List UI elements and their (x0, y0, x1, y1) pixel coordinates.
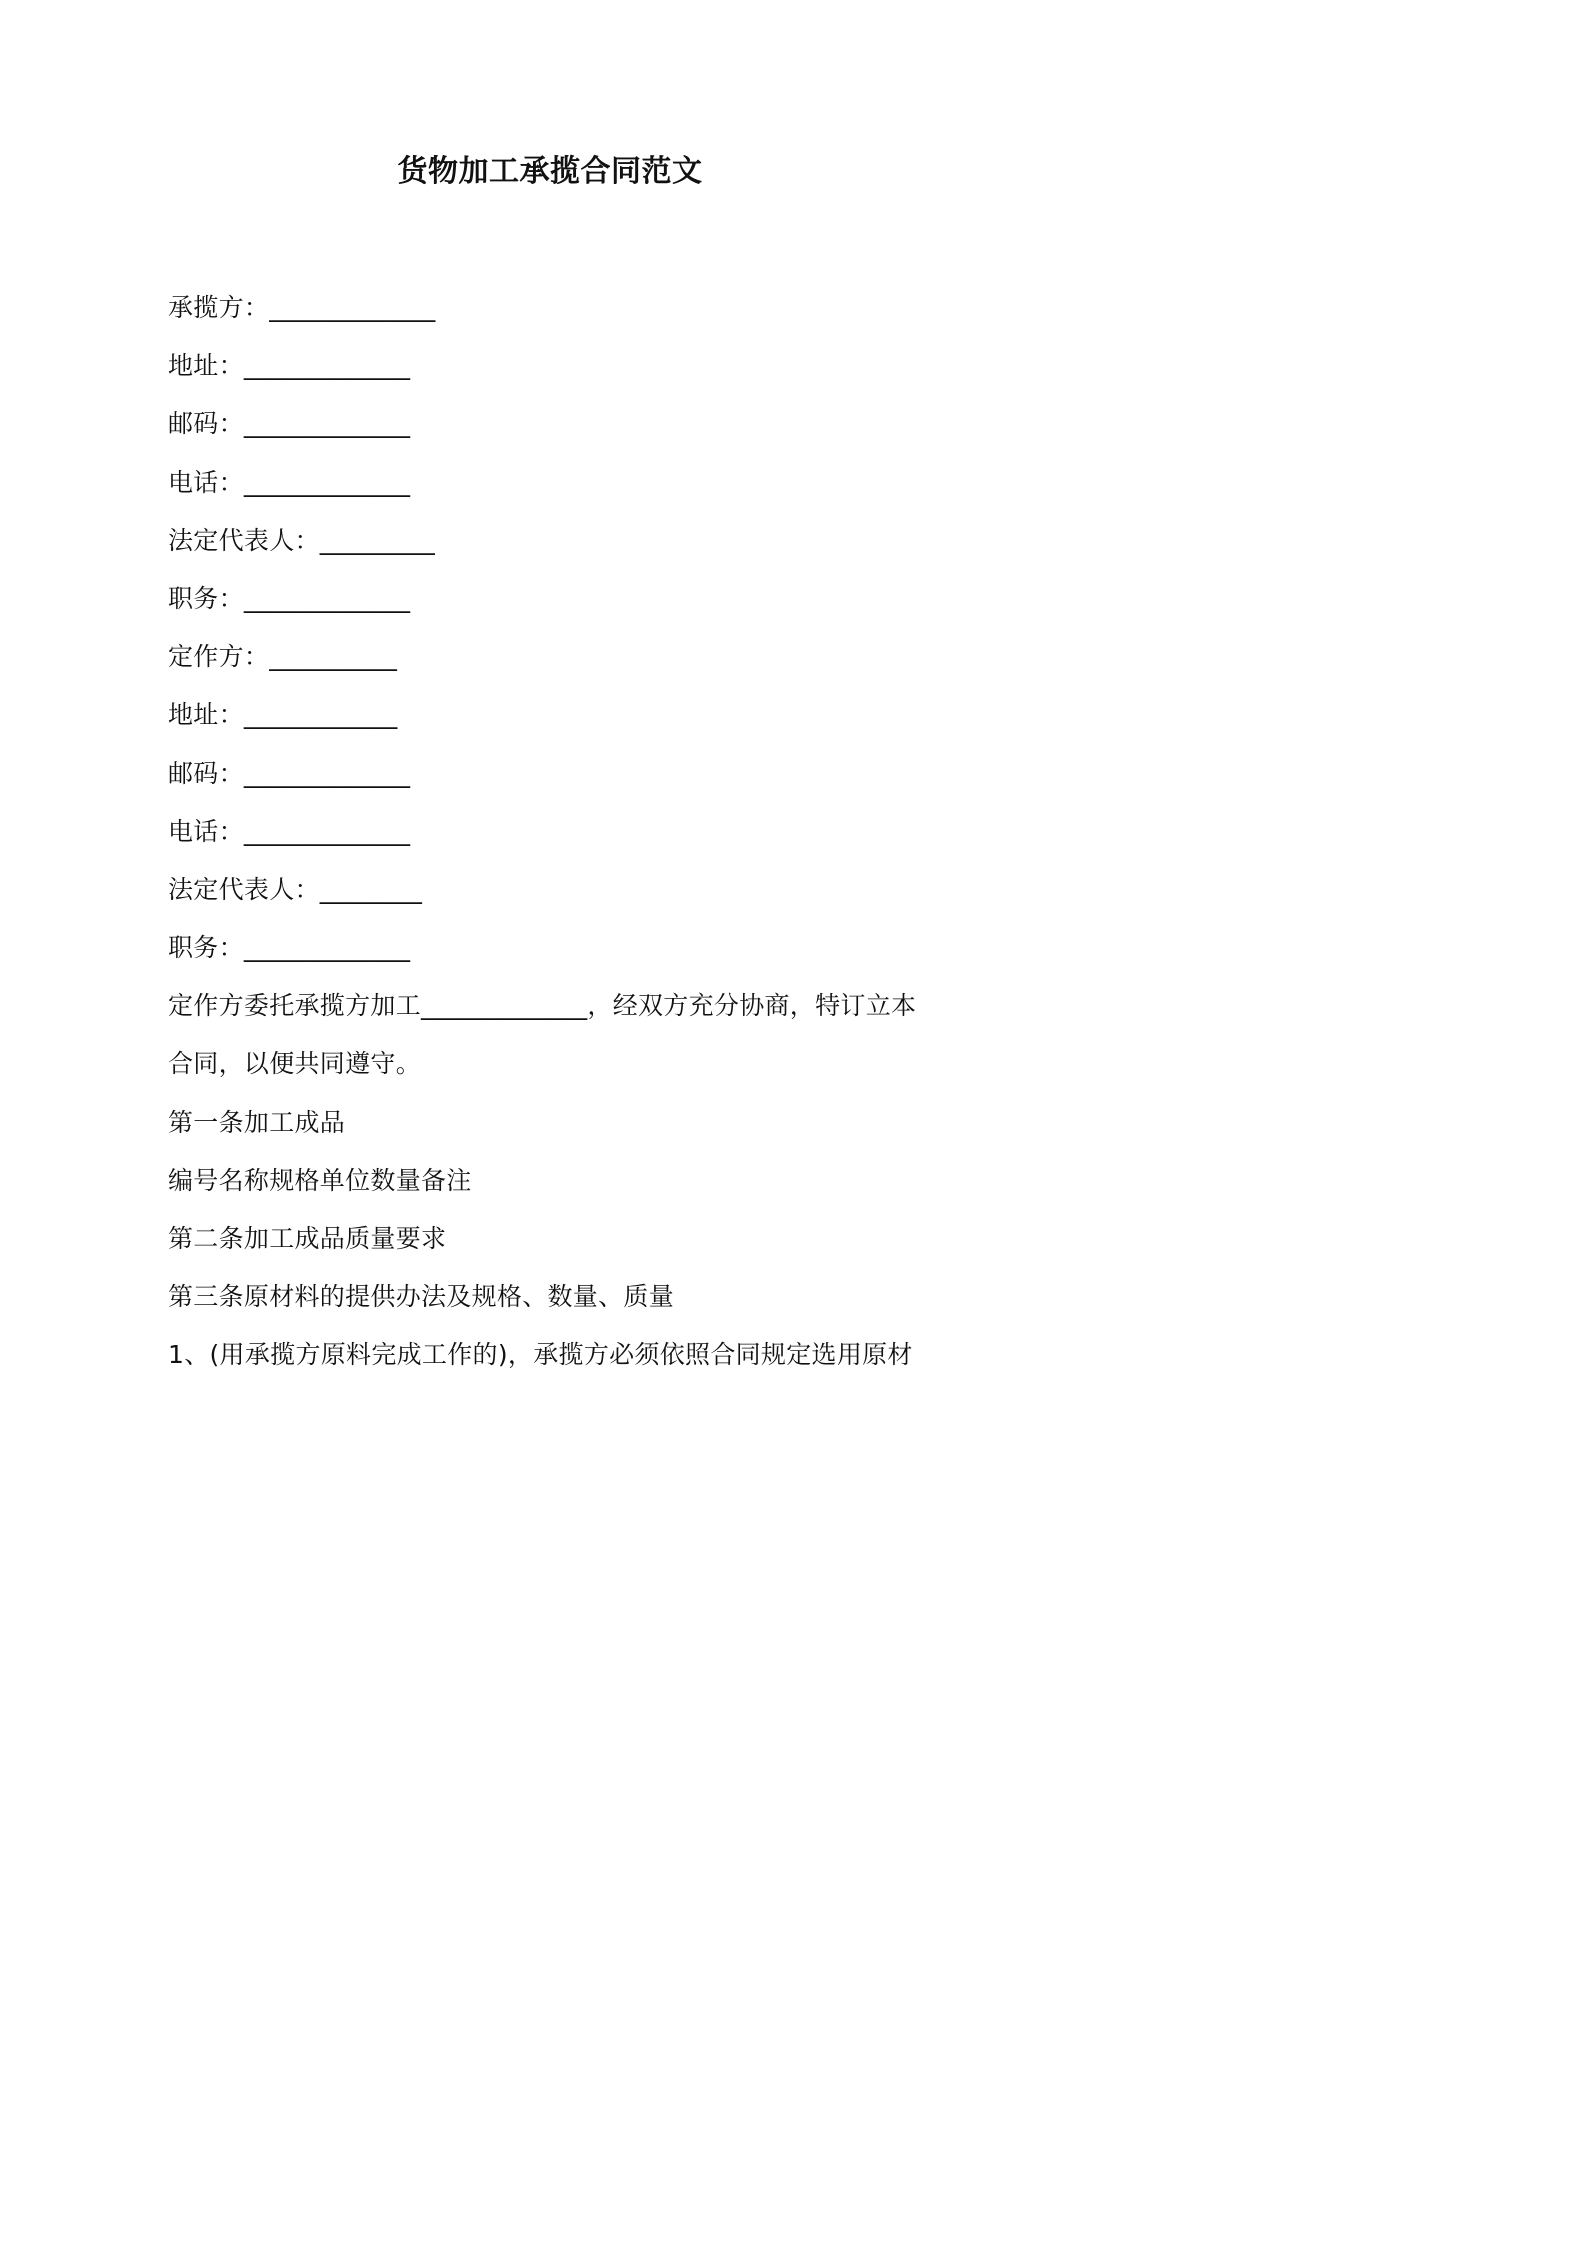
document-page (0, 0, 1100, 1556)
article-3-clause-1: 1、(用承揽方原料完成工作的)，承揽方必须依照合同规定选用原材 (168, 1340, 913, 1370)
client-legal-rep-line: 法定代表人：________ (168, 874, 423, 904)
client-address-line: 地址：____________ (168, 700, 398, 730)
document-title: 货物加工承揽合同范文 (397, 154, 703, 189)
contractor-address-line: 地址：_____________ (168, 351, 411, 381)
client-position-line: 职务：_____________ (168, 933, 411, 963)
intro-paragraph-line-2: 合同，以便共同遵守。 (168, 1049, 422, 1079)
contractor-legal-rep-line: 法定代表人：_________ (168, 525, 436, 555)
contractor-postcode-line: 邮码：_____________ (168, 409, 411, 439)
client-postcode-line: 邮码：_____________ (168, 758, 411, 788)
article-3-heading: 第三条原材料的提供办法及规格、数量、质量 (168, 1282, 675, 1312)
client-phone-line: 电话：_____________ (168, 816, 411, 846)
contractor-name-line: 承揽方：_____________ (168, 293, 436, 322)
article-2-heading: 第二条加工成品质量要求 (168, 1224, 447, 1253)
article-1-heading: 第一条加工成品 (168, 1107, 346, 1137)
intro-paragraph-line-1: 定作方委托承揽方加工_____________，经双方充分协商，特订立本 (168, 991, 917, 1021)
contractor-phone-line: 电话：_____________ (168, 467, 411, 497)
contractor-position-line: 职务：_____________ (168, 583, 411, 613)
document-body (168, 279, 958, 1385)
article-1-table-header: 编号名称规格单位数量备注 (168, 1165, 472, 1195)
client-name-line: 定作方：__________ (168, 642, 398, 672)
